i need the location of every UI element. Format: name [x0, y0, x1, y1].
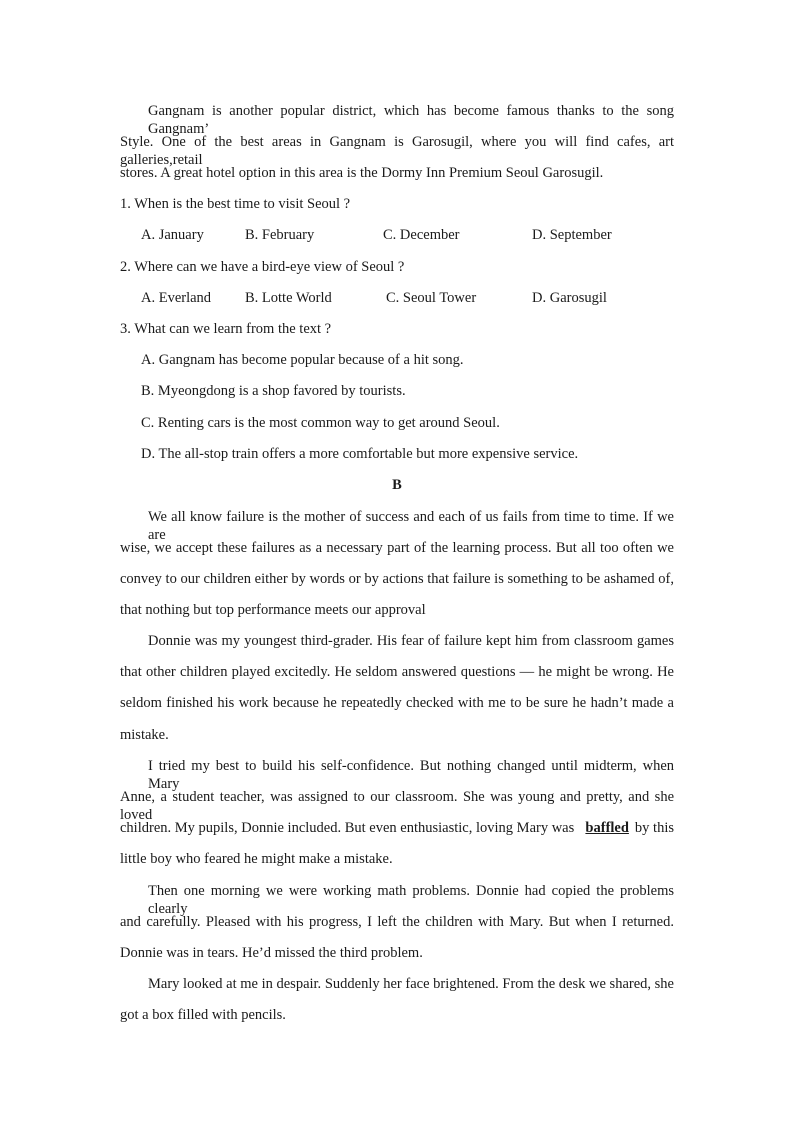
para-3-line-3-text: children. My pupils, Donnie included. But even enthusiastic, loving Mary was — [120, 820, 575, 836]
question-2-option-c: C. Seoul Tower — [386, 290, 477, 306]
section-b-heading: B — [392, 477, 402, 493]
question-3-option-b: B. Myeongdong is a shop favored by tourists. — [141, 383, 406, 399]
question-3-stem: 3. What can we learn from the text ? — [120, 321, 332, 337]
para-2-line-2: that other children played excitedly. He seldom answered questions — he might be wrong. He — [120, 664, 674, 680]
question-1-option-a: A. January — [141, 227, 204, 243]
para-1-line-1: We all know failure is the mother of success and each of us fails from time to time. If we are — [148, 509, 674, 543]
question-2-option-b: B. Lotte World — [245, 290, 332, 306]
para-3-line-1: I tried my best to build his self-confidence. But nothing changed until midterm, when Mary — [148, 758, 674, 792]
para-2-line-4: mistake. — [120, 727, 169, 743]
question-1-option-b: B. February — [245, 227, 315, 243]
para-3-line-2: Anne, a student teacher, was assigned to our classroom. She was young and pretty, and she loved — [120, 789, 674, 823]
question-1-stem: 1. When is the best time to visit Seoul ? — [120, 196, 351, 212]
para-3-line-3-tail: by this — [634, 820, 674, 836]
para-4-line-3: Donnie was in tears. He’d missed the third problem. — [120, 945, 423, 961]
highlighted-word-baffled: baffled — [585, 820, 629, 836]
passage-a-line-3: stores. A great hotel option in this area is the Dormy Inn Premium Seoul Garosugil. — [120, 165, 604, 181]
para-1-line-3: convey to our children either by words or by actions that failure is something to be ashamed of, — [120, 571, 674, 587]
para-5-line-1: Mary looked at me in despair. Suddenly her face brightened. From the desk we shared, she — [148, 976, 674, 992]
para-4-line-1: Then one morning we were working math problems. Donnie had copied the problems clearly — [148, 883, 674, 917]
question-1-option-c: C. December — [383, 227, 460, 243]
para-3-line-4: little boy who feared he might make a mistake. — [120, 851, 393, 867]
para-4-line-2: and carefully. Pleased with his progress, I left the children with Mary. But when I returned. — [120, 914, 674, 930]
para-1-line-2: wise, we accept these failures as a necessary part of the learning process. But all too often we — [120, 540, 674, 556]
para-3-line-3 — [120, 819, 674, 837]
question-3-option-d: D. The all-stop train offers a more comfortable but more expensive service. — [141, 446, 579, 462]
passage-a-line-1: Gangnam is another popular district, which has become famous thanks to the song Gangnam’ — [148, 103, 674, 137]
question-2-option-a: A. Everland — [141, 290, 212, 306]
question-3-option-a: A. Gangnam has become popular because of a hit song. — [141, 352, 464, 368]
passage-a-line-2: Style. One of the best areas in Gangnam is Garosugil, where you will find cafes, art galleries,retail — [120, 134, 674, 168]
para-2-line-1: Donnie was my youngest third-grader. His fear of failure kept him from classroom games — [148, 633, 674, 649]
question-3-option-c: C. Renting cars is the most common way to get around Seoul. — [141, 415, 500, 431]
para-5-line-2: got a box filled with pencils. — [120, 1007, 286, 1023]
question-2-option-d: D. Garosugil — [532, 290, 607, 306]
question-2-stem: 2. Where can we have a bird-eye view of Seoul ? — [120, 259, 405, 275]
para-1-line-4: that nothing but top performance meets our approval — [120, 602, 426, 618]
para-2-line-3: seldom finished his work because he repeatedly checked with me to be sure he hadn’t made a — [120, 695, 674, 711]
question-1-option-d: D. September — [532, 227, 612, 243]
